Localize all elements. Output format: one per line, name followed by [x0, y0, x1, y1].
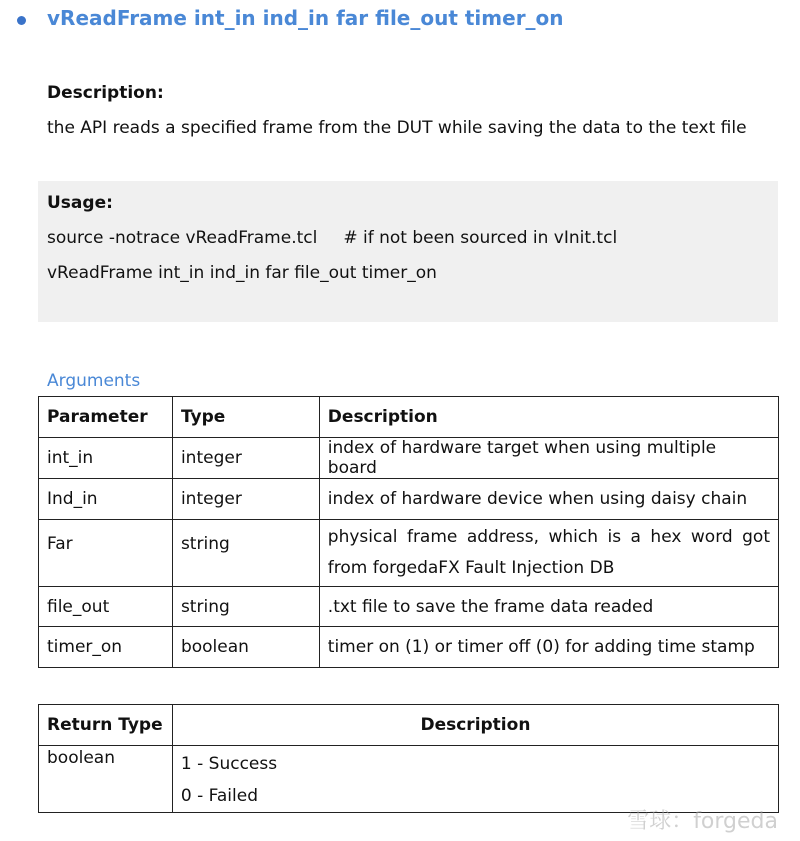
param-cell: int_in: [39, 438, 173, 479]
type-cell: boolean: [172, 627, 319, 668]
desc-cell: index of hardware device when using daisy chain: [319, 479, 778, 520]
usage-source-command: source -notrace vReadFrame.tcl: [47, 228, 318, 248]
description-label: Description:: [47, 83, 164, 103]
description-section: [47, 80, 787, 141]
description-text: the API reads a specified frame from the DUT while saving the data to the text file: [47, 118, 747, 138]
header-parameter: Parameter: [39, 397, 173, 438]
api-title: vReadFrame int_in ind_in far file_out timer_on: [47, 6, 564, 30]
usage-source-comment: # if not been sourced in vInit.tcl: [343, 228, 618, 248]
usage-source-line: [47, 225, 617, 251]
type-cell: integer: [172, 438, 319, 479]
header-return-type: Return Type: [39, 705, 173, 746]
desc-cell: physical frame address, which is a hex word got from forgedaFX Fault Injection DB: [319, 520, 778, 587]
desc-cell: timer on (1) or timer off (0) for adding time stamp: [319, 627, 778, 668]
return-value-failed: 0 - Failed: [180, 786, 258, 806]
arguments-table: [38, 396, 779, 668]
watermark: 雪球：forgeda: [627, 809, 778, 834]
usage-label: Usage:: [47, 193, 113, 213]
header-description: Description: [319, 397, 778, 438]
table-row: [39, 479, 779, 520]
table-row: [39, 520, 779, 587]
arguments-caption: Arguments: [47, 371, 141, 391]
desc-cell: .txt file to save the frame data readed: [319, 587, 778, 627]
desc-cell: index of hardware target when using multiple board: [319, 438, 778, 479]
arguments-header-row: [39, 397, 779, 438]
return-header-row: [39, 705, 779, 746]
return-desc-cell: [172, 746, 778, 813]
type-cell: string: [172, 587, 319, 627]
param-cell: Ind_in: [39, 479, 173, 520]
usage-section: [38, 181, 778, 322]
header-type: Type: [172, 397, 319, 438]
return-table: [38, 704, 779, 813]
table-row: [39, 438, 779, 479]
param-cell: timer_on: [39, 627, 173, 668]
return-value-success: 1 - Success: [180, 754, 278, 774]
usage-call-line: vReadFrame int_in ind_in far file_out timer_on: [47, 263, 437, 283]
type-cell: integer: [172, 479, 319, 520]
param-cell: Far: [39, 520, 173, 587]
param-cell: file_out: [39, 587, 173, 627]
header-return-description: Description: [172, 705, 778, 746]
return-type-cell: boolean: [39, 746, 173, 813]
table-row: [39, 746, 779, 813]
table-row: [39, 627, 779, 668]
bullet-icon: [17, 16, 26, 25]
type-cell: string: [172, 520, 319, 587]
table-row: [39, 587, 779, 627]
